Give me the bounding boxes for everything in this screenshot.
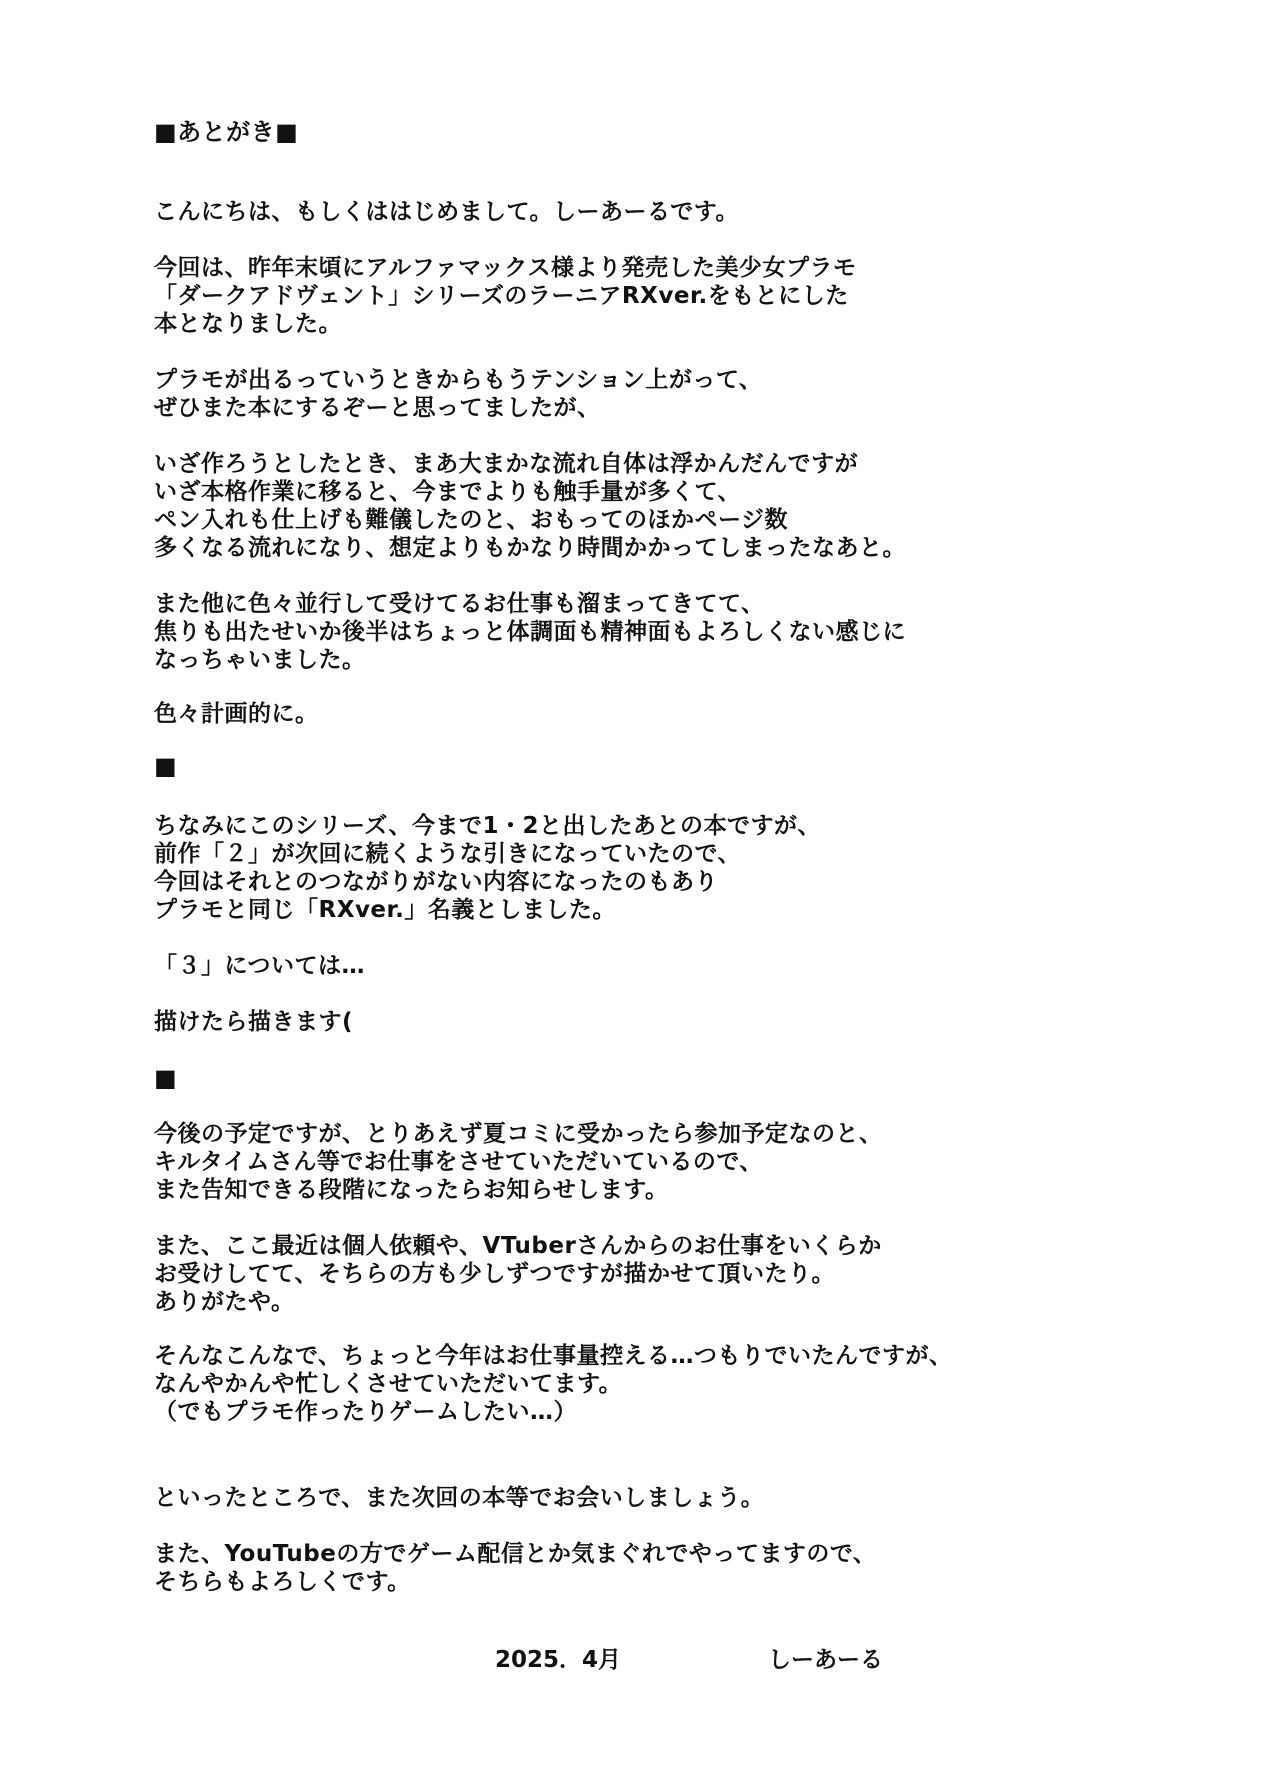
section-separator: ■ (154, 752, 178, 780)
paragraph-series-naming (154, 812, 1134, 924)
paragraph-other-work (154, 590, 1134, 674)
paragraph-planning (154, 700, 1134, 728)
text-line: お受けしてて、そちらの方も少しずつですが描かせて頂いたり。 (154, 1261, 836, 1287)
text-line: こんにちは、もしくははじめまして。しーあーるです。 (154, 199, 739, 225)
text-line: 色々計画的に。 (154, 701, 319, 727)
paragraph-greeting (154, 198, 1134, 226)
text-line: 描けたら描きます( (154, 1009, 354, 1035)
text-line: いざ本格作業に移ると、今までよりも触手量が多くて、 (154, 479, 742, 505)
text-line: キルタイムさん等でお仕事をさせていただいているので、 (154, 1149, 763, 1175)
text-line: また告知できる段階になったらお知らせします。 (154, 1177, 669, 1203)
text-line: （でもプラモ作ったりゲームしたい…） (154, 1399, 577, 1425)
paragraph-excitement (154, 366, 1134, 422)
text-line: なんやかんや忙しくさせていただいてます。 (154, 1371, 623, 1397)
text-line: プラモが出るっていうときからもうテンション上がって、 (154, 367, 763, 393)
text-line: ぜひまた本にするぞーと思ってましたが、 (154, 395, 601, 421)
paragraph-farewell (154, 1484, 1134, 1512)
text-line: また、YouTubeの方でゲーム配信とか気まぐれでやってますので、 (154, 1541, 877, 1567)
text-line: 多くなる流れになり、想定よりもかなり時間かかってしまったなあと。 (154, 535, 906, 561)
text-line: また他に色々並行して受けてるお仕事も溜まってきてて、 (154, 591, 765, 617)
paragraph-book-origin (154, 254, 1134, 338)
paragraph-draw-if-possible (154, 1008, 1134, 1036)
text-line: ちなみにこのシリーズ、今まで1・2と出したあとの本ですが、 (154, 813, 822, 839)
colophon-date: 2025．4月 (495, 1647, 622, 1673)
text-line: そちらもよろしくです。 (154, 1569, 411, 1595)
afterword-heading: ■あとがき■ (154, 118, 299, 146)
paragraph-production-struggles (154, 450, 1134, 562)
text-line: プラモと同じ「RXver.」名義としました。 (154, 897, 616, 923)
paragraph-future-plans (154, 1120, 1134, 1204)
text-line: ありがたや。 (154, 1289, 295, 1315)
text-line: 「３」については… (154, 953, 366, 979)
colophon-signature: しーあーる (768, 1647, 883, 1673)
text-line: 今後の予定ですが、とりあえず夏コミに受かったら参加予定なのと、 (154, 1121, 883, 1147)
text-line: 「ダークアドヴェント」シリーズのラーニアRXver.をもとにした (154, 283, 849, 309)
text-line: いざ作ろうとしたとき、まあ大まかな流れ自体は浮かんだんですが (154, 451, 859, 477)
text-line: なっちゃいました。 (154, 647, 366, 673)
text-line: 今回はそれとのつながりがない内容になったのもあり (154, 869, 718, 895)
paragraph-youtube (154, 1540, 1134, 1596)
paragraph-busy-year (154, 1342, 1134, 1426)
text-line: ペン入れも仕上げも難儀したのと、おもってのほかページ数 (154, 507, 789, 533)
section-separator: ■ (154, 1064, 178, 1092)
text-line: また、ここ最近は個人依頼や、VTuberさんからのお仕事をいくらか (154, 1233, 882, 1259)
text-line: 前作「２」が次回に続くような引きになっていたので、 (154, 841, 742, 867)
text-line: そんなこんなで、ちょっと今年はお仕事量控える…つもりでいたんですが、 (154, 1343, 953, 1369)
text-line: 今回は、昨年末頃にアルファマックス様より発売した美少女プラモ (154, 255, 857, 281)
text-line: 本となりました。 (154, 311, 342, 337)
paragraph-about-3 (154, 952, 1134, 980)
paragraph-commissions (154, 1232, 1134, 1316)
text-line: といったところで、また次回の本等でお会いしましょう。 (154, 1485, 765, 1511)
text-line: 焦りも出たせいか後半はちょっと体調面も精神面もよろしくない感じに (154, 619, 906, 645)
